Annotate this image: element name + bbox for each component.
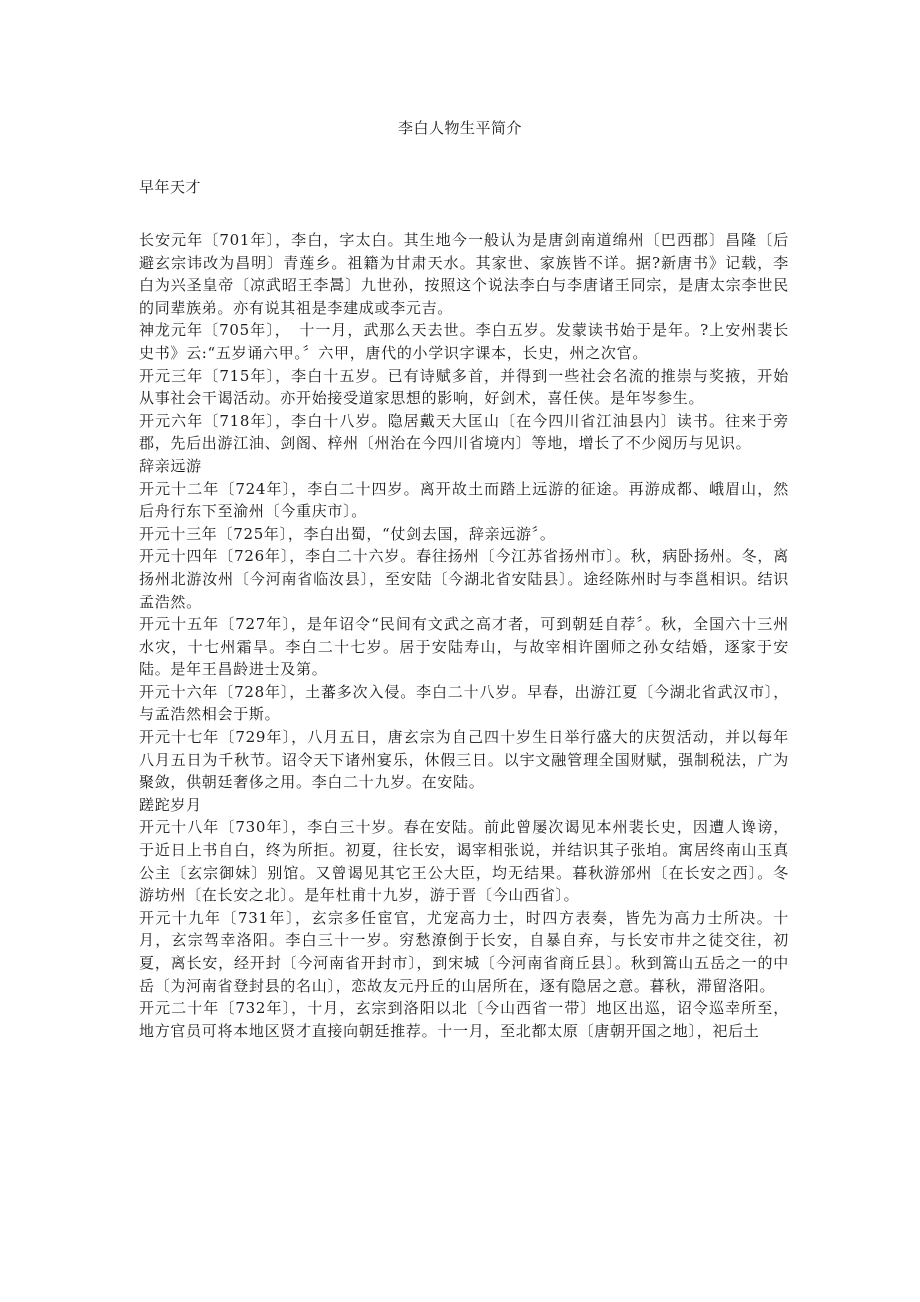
paragraph: 开元十五年〔727年〕，是年诏令“民间有文武之高才者，可到朝廷自荐〞。秋，全国六十三州水灾，十七州霜旱。李白二十七岁。居于安陆寿山，与故宰相许圉师之孙女结婚，逐家于安陆。是年王昌龄进士及第。 (139, 615, 789, 679)
paragraph: 开元十七年〔729年〕，八月五日，唐玄宗为自己四十岁生日举行盛大的庆贺活动，并以每年八月五日为千秋节。诏令天下诸州宴乐，休假三日。以宇文融管理全国财赋，强制税法，广为聚敛，供朝廷奢侈之用。李白二十九岁。在安陆。 (139, 728, 789, 792)
paragraph: 开元十八年〔730年〕，李白三十岁。春在安陆。前此曾屡次谒见本州裴长史，因遭人谗谤，于近日上书自白，终为所拒。初夏，往长安，谒宰相张说，并结识其子张垍。寓居终南山玉真公主〔玄宗御妹〕别馆。又曾谒见其它王公大臣，均无结果。暮秋游邠州〔在长安之西〕。冬游坊州〔在长安之北〕。是年杜甫十九岁，游于晋〔今山西省〕。 (139, 818, 789, 905)
paragraph: 长安元年〔701年〕，李白，字太白。其生地今一般认为是唐剑南道绵州〔巴西郡〕昌隆〔后避玄宗讳改为昌明〕青莲乡。祖籍为甘肃天水。其家世、家族皆不详。据?新唐书》记载，李白为兴圣皇帝〔凉武昭王李暠〕九世孙，按照这个说法李白与李唐诸王同宗，是唐太宗李世民的同辈族弟。亦有说其祖是李建成或李元吉。 (139, 231, 789, 317)
paragraph: 开元十三年〔725年〕，李白出蜀，“仗剑去国，辞亲远游〞。 (139, 524, 556, 543)
section-heading-early-genius: 早年天才 (139, 178, 202, 196)
section-heading-leaving-home: 辞亲远游 (139, 456, 202, 475)
paragraph: 开元十二年〔724年〕，李白二十四岁。离开故土而踏上远游的征途。再游成都、峨眉山，然后舟行东下至渝州〔今重庆市〕。 (139, 479, 789, 521)
paragraph: 开元十六年〔728年〕，土蕃多次入侵。李白二十八岁。早春，出游江夏〔今湖北省武汉市〕，与孟浩然相会于斯。 (139, 682, 789, 724)
paragraph: 开元六年〔718年〕，李白十八岁。隐居戴天大匡山〔在今四川省江油县内〕读书。往来于旁郡，先后出游江油、剑阁、梓州〔州治在今四川省境内〕等地，增长了不少阅历与见识。 (139, 411, 789, 453)
section-heading-wasted-years: 蹉跎岁月 (139, 795, 202, 814)
paragraph: 开元十四年〔726年〕，李白二十六岁。春往扬州〔今江苏省扬州市〕。秋，病卧扬州。冬，离扬州北游汝州〔今河南省临汝县〕，至安陆〔今湖北省安陆县〕。途经陈州时与李邕相识。结识孟浩然。 (139, 547, 789, 611)
document-title: 李白人物生平简介 (397, 119, 522, 137)
paragraph: 开元二十年〔732年〕，十月，玄宗到洛阳以北〔今山西省一带〕地区出巡，诏令巡幸所至，地方官员可将本地区贤才直接向朝廷推荐。十一月，至北都太原〔唐朝开国之地〕，祀后土 (139, 999, 789, 1040)
paragraph: 神龙元年〔705年〕， 十一月，武那么天去世。李白五岁。发蒙读书始于是年。?上安州裴长史书》云:“五岁诵六甲。〞六甲，唐代的小学识字课本，长史，州之次官。 (139, 321, 789, 362)
paragraph: 开元十九年〔731年〕，玄宗多任宦官，尤宠高力士，时四方表奏，皆先为高力士所决。十月，玄宗驾幸洛阳。李白三十一岁。穷愁潦倒于长安，自暴自弃，与长安市井之徒交往，初夏，离长安，经开封〔今河南省开封市〕，到宋城〔今河南省商丘县〕。秋到篙山五岳之一的中岳〔为河南省登封县的名山〕，恋故友元丹丘的山居所在，逐有隐居之意。暮秋，滞留洛阳。 (139, 908, 789, 995)
document-body (139, 229, 789, 1042)
paragraph: 开元三年〔715年〕，李白十五岁。已有诗赋多首，并得到一些社会名流的推崇与奖掖，开始从事社会干谒活动。亦开始接受道家思想的影响，好剑术，喜任侠。是年岑参生。 (139, 366, 789, 408)
